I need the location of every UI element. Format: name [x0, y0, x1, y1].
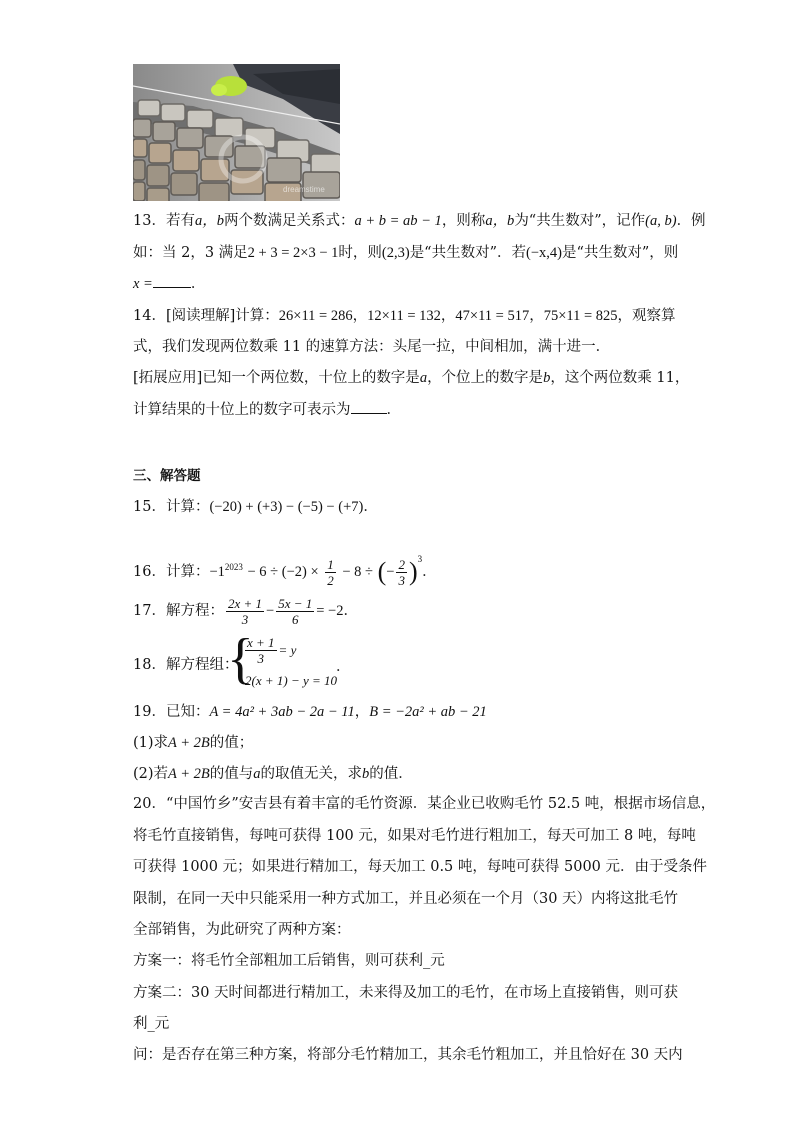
q13-equation: 2 + 3 = 2×3 − 1 — [247, 245, 339, 261]
q13-text: ． — [190, 276, 206, 292]
q17-fraction — [276, 596, 314, 627]
left-paren: ( — [377, 557, 387, 586]
q17-fraction — [226, 596, 264, 627]
denominator: 6 — [291, 611, 299, 627]
q15-text: ． — [363, 499, 378, 515]
q19-expression-b: B = −2a² + ab − 21 — [369, 704, 487, 720]
q20-line: 20．“中国竹乡”安吉县有着丰富的毛竹资源．某企业已收购毛竹 52.5 吨，根据市场信息， — [133, 796, 716, 812]
denominator: 3 — [398, 572, 405, 588]
q14-text: 计算结果的十位上的数字可表示为 — [133, 402, 351, 418]
q18 — [133, 628, 433, 693]
q13-text: ，则称 — [441, 213, 486, 229]
q16-term: − 6 ÷ (−2) × — [247, 564, 319, 580]
q19-text: (2)若 — [133, 766, 169, 782]
q17 — [133, 594, 358, 628]
q19-var: a — [253, 766, 261, 782]
q16-text: ． — [422, 564, 437, 580]
q14-line1 — [133, 306, 676, 326]
q19-text: 的取值无关，求 — [260, 766, 363, 782]
q19-text: 的值． — [369, 766, 413, 782]
q16-term: − 8 ÷ — [342, 564, 374, 580]
q16-label: 16．计算： — [133, 564, 210, 580]
q13-text: 是“共生数对”．若 — [409, 245, 527, 261]
q19-var: b — [362, 766, 370, 782]
q16-exponent: 3 — [417, 554, 423, 564]
q14-text: 式，我们发现两位数乘 11 的速算方法：头尾一拉，中间相加，满十进一． — [133, 339, 611, 355]
wall-photo — [133, 64, 340, 201]
q16-term: − — [386, 564, 395, 580]
q13-equation: a + b = ab − 1 — [354, 213, 442, 229]
q14-line4 — [133, 399, 401, 420]
q15 — [133, 497, 378, 517]
numerator: x + 1 — [247, 635, 275, 650]
q13-vars: a，b — [485, 213, 515, 229]
q13-text: 两个数满足关系式： — [223, 213, 355, 229]
q13-pair: (a, b) — [645, 213, 677, 229]
q13-pair: (2,3) — [381, 245, 410, 261]
q13-line3 — [133, 273, 205, 294]
q16-term: −1 — [209, 564, 225, 580]
denominator: 3 — [241, 611, 249, 627]
wall-photo-image — [133, 64, 340, 201]
q19-expression-a: A = 4a² + 3ab − 2a − 11 — [209, 704, 355, 720]
watermark-text: dreamstime — [283, 185, 325, 194]
q19-text: (1)求 — [133, 735, 169, 751]
system-brace: { — [227, 628, 254, 690]
q13-text: 时，则 — [338, 245, 382, 261]
q17-label: 17．解方程： — [133, 603, 224, 619]
section-heading: 三、解答题 — [133, 468, 201, 484]
q18-label: 18．解方程组： — [133, 657, 239, 673]
q15-expression: (−20) + (+3) − (−5) − (+7) — [209, 499, 364, 515]
q16-exponent: 2023 — [224, 562, 243, 573]
q20-line: 将毛竹直接销售，每吨可获得 100 元，如果对毛竹进行粗加工，每天可加工 8 吨，每吨 — [133, 828, 696, 844]
q14-line2 — [133, 337, 610, 357]
q13-text: 13．若有 — [133, 213, 195, 229]
q19-expression: A + 2B — [168, 766, 210, 782]
q13-text: 如：当 2，3 满足 — [133, 245, 248, 261]
q16-fraction — [325, 557, 336, 588]
numerator: 5x − 1 — [278, 595, 313, 611]
q20-line: 限制，在同一天中只能采用一种方式加工，并且必须在一个月（30 天）内将这批毛竹 — [133, 891, 679, 907]
q13-pair: (−x,4) — [526, 245, 562, 261]
q18-text: ． — [336, 659, 351, 675]
q19-part1 — [133, 733, 253, 753]
q19-text: 的值与 — [209, 766, 254, 782]
q19-expression: A + 2B — [168, 735, 210, 751]
q13-vars: a，b — [194, 213, 224, 229]
q19-text: 的值； — [209, 735, 254, 751]
q17-operator: − — [266, 603, 275, 619]
numerator: 2 — [398, 556, 405, 572]
q18-fraction — [245, 635, 277, 666]
q15-label: 15．计算： — [133, 499, 210, 515]
q14-var: a — [419, 370, 428, 386]
q14-text: ，观察算 — [617, 308, 676, 324]
q14-text: ，个位上的数字是 — [427, 370, 544, 386]
q20-line: 全部销售，为此研究了两种方案： — [133, 922, 351, 938]
q17-rhs: = −2 — [316, 603, 344, 619]
q19-part2 — [133, 764, 413, 784]
q18-rhs: = y — [278, 642, 297, 658]
q14-text: ． — [386, 402, 401, 418]
q20-line: 可获得 1000 元；如果进行精加工，每天加工 0.5 吨，每吨可获得 5000 元．由于受条件 — [133, 859, 708, 875]
q14-answer-blank[interactable] — [351, 399, 387, 414]
q13-answer-blank[interactable] — [153, 273, 191, 288]
q20-line: 问：是否存在第三种方案，将部分毛竹精加工，其余毛竹粗加工，并且恰好在 30 天内 — [133, 1047, 683, 1063]
q17-text: ． — [343, 603, 358, 619]
q13-line2 — [133, 243, 678, 263]
q20-line: 方案一：将毛竹全部粗加工后销售，则可获利_元 — [133, 953, 445, 969]
q16 — [133, 542, 437, 588]
q18-equation-1 — [243, 635, 296, 666]
q13-text: 是“共生数对”，则 — [561, 245, 679, 261]
q14-text: 14．[阅读理解]计算： — [133, 308, 279, 324]
denominator: 2 — [327, 572, 334, 588]
right-paren: ) — [408, 557, 418, 586]
q14-text: [拓展应用]已知一个两位数，十位上的数字是 — [133, 370, 420, 386]
q13-text: 为“共生数对”，记作 — [514, 213, 646, 229]
q14-line3 — [133, 368, 689, 388]
q13-x-label: x = — [133, 276, 153, 292]
q14-var: b — [543, 370, 551, 386]
q19-line1 — [133, 702, 487, 722]
numerator: 1 — [327, 556, 334, 572]
q16-fraction — [396, 557, 407, 588]
numerator: 2x + 1 — [227, 595, 262, 611]
q13-line1 — [133, 211, 706, 231]
q20-line: 利_元 — [133, 1016, 170, 1032]
denominator: 3 — [257, 651, 265, 666]
q19-label: 19．已知： — [133, 704, 210, 720]
q14-text: ，这个两位数乘 11， — [550, 370, 690, 386]
q19-text: ， — [354, 704, 370, 720]
q13-text: ．例 — [676, 213, 706, 229]
q18-equation-2: 2(x + 1) − y = 10 — [245, 673, 338, 688]
q20-line: 方案二：30 天时间都进行精加工，未来得及加工的毛竹，在市场上直接销售，则可获 — [133, 985, 679, 1001]
q14-calc: 26×11 = 286，12×11 = 132，47×11 = 517，75×11 = 825 — [278, 308, 618, 324]
